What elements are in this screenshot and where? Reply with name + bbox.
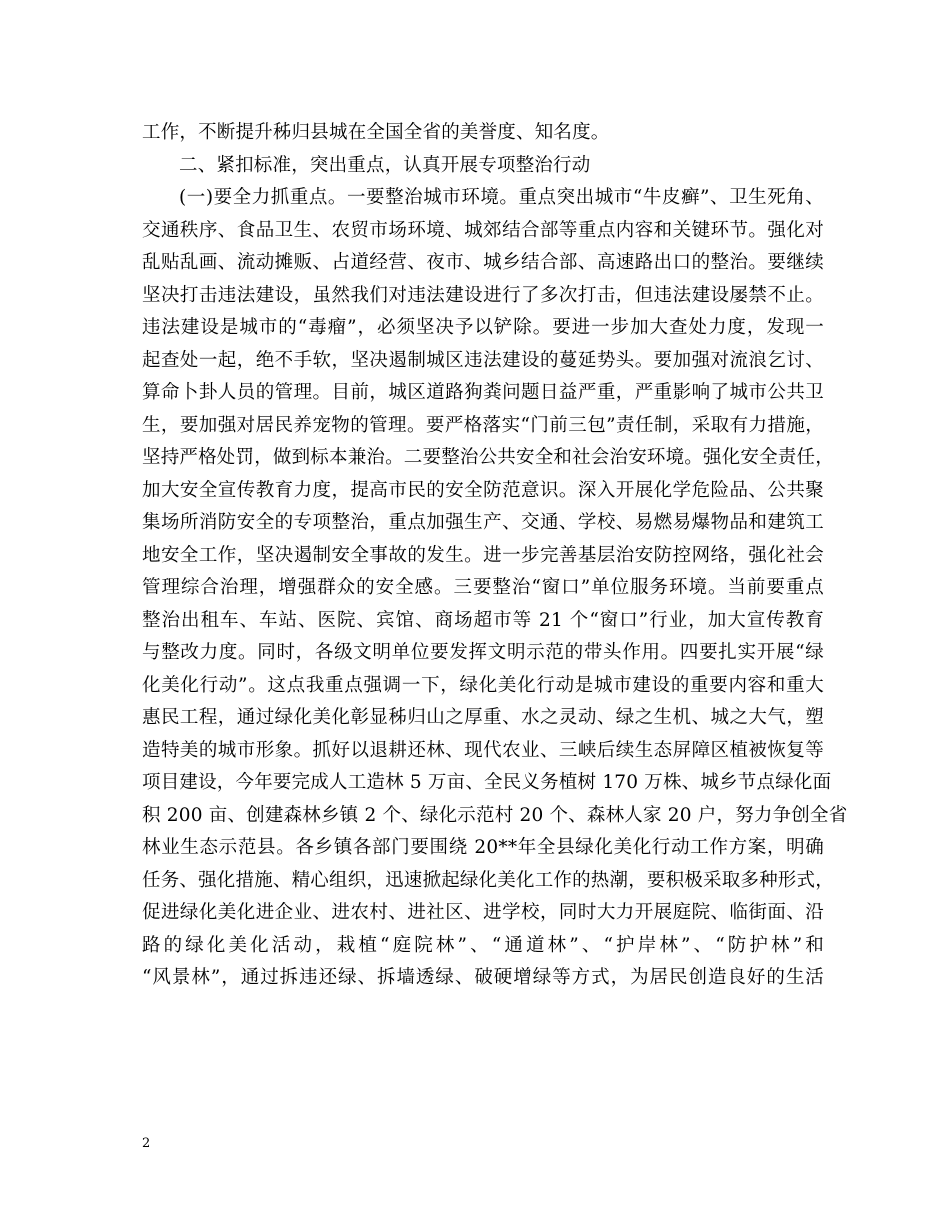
text-line: “风景林”，通过拆违还绿、拆墙透绿、破硬增绿等方式，为居民创造良好的生活: [142, 967, 824, 988]
text-line: 惠民工程，通过绿化美化彰显秭归山之厚重、水之灵动、绿之生机、城之大气，塑: [142, 707, 824, 728]
text-line: 积 200 亩、创建森林乡镇 2 个、绿化示范村 20 个、森林人家 20 户，努力争创全省: [142, 804, 848, 826]
text-line: 造特美的城市形象。抓好以退耕还林、现代农业、三峡后续生态屏障区植被恢复等: [142, 739, 824, 761]
text-line: 集场所消防安全的专项整治，重点加强生产、交通、学校、易燃易爆物品和建筑工: [142, 512, 824, 533]
text-line: 违法建设是城市的“毒瘤”，必须坚决予以铲除。要进一步加大查处力度，发现一: [142, 317, 824, 338]
page-number: 2: [142, 1136, 151, 1151]
text-line: 整治出租车、车站、医院、宾馆、商场超市等 21 个“窗口”行业，加大宣传教育: [142, 609, 824, 631]
text-line: 加大安全宣传教育力度，提高市民的安全防范意识。深入开展化学危险品、公共聚: [142, 479, 824, 501]
text-line: 路的绿化美化活动，栽植“庭院林”、“通道林”、“护岸林”、“防护林”和: [142, 934, 824, 956]
text-line: 任务、强化措施、精心组织，迅速掀起绿化美化工作的热潮，要积极采取多种形式，: [142, 869, 834, 891]
text-line: 促进绿化美化进企业、进农村、进社区、进学校，同时大力开展庭院、临街面、沿: [142, 902, 824, 923]
text-line: 工作，不断提升秭归县城在全国全省的美誉度、知名度。: [142, 122, 610, 143]
text-line: 起查处一起，绝不手软，坚决遏制城区违法建设的蔓延势头。要加强对流浪乞讨、: [142, 349, 824, 371]
text-line: 乱贴乱画、流动摊贩、占道经营、夜市、城乡结合部、高速路出口的整治。要继续: [142, 252, 824, 273]
text-line: 项目建设，今年要完成人工造林 5 万亩、全民义务植树 170 万株、城乡节点绿化面: [142, 772, 832, 793]
body-text: [142, 117, 848, 995]
text-line: 坚持严格处罚，做到标本兼治。二要整治公共安全和社会治安环境。强化安全责任，: [142, 447, 834, 468]
text-line: 地安全工作，坚决遏制安全事故的发生。进一步完善基层治安防控网络，强化社会: [142, 544, 824, 566]
section-heading: 二、紧扣标准，突出重点，认真开展专项整治行动: [179, 154, 591, 176]
text-line: 林业生态示范县。各乡镇各部门要围绕 20**年全县绿化美化行动工作方案，明确: [142, 837, 824, 858]
text-line: 管理综合治理，增强群众的安全感。三要整治“窗口”单位服务环境。当前要重点: [142, 577, 824, 598]
text-line: 算命卜卦人员的管理。目前，城区道路狗粪问题日益严重，严重影响了城市公共卫: [142, 382, 824, 403]
text-line: 化美化行动”。这点我重点强调一下，绿化美化行动是城市建设的重要内容和重大: [142, 674, 824, 696]
text-line: 生，要加强对居民养宠物的管理。要严格落实“门前三包”责任制，采取有力措施，: [142, 414, 824, 436]
text-line: (一)要全力抓重点。一要整治城市环境。重点突出城市“牛皮癣”、卫生死角、: [179, 187, 824, 208]
text-line: 与整改力度。同时，各级文明单位要发挥文明示范的带头作用。四要扎实开展“绿: [142, 642, 824, 663]
text-line: 坚决打击违法建设，虽然我们对违法建设进行了多次打击，但违法建设屡禁不止。: [142, 284, 824, 306]
text-line: 交通秩序、食品卫生、农贸市场环境、城郊结合部等重点内容和关键环节。强化对: [142, 219, 824, 241]
